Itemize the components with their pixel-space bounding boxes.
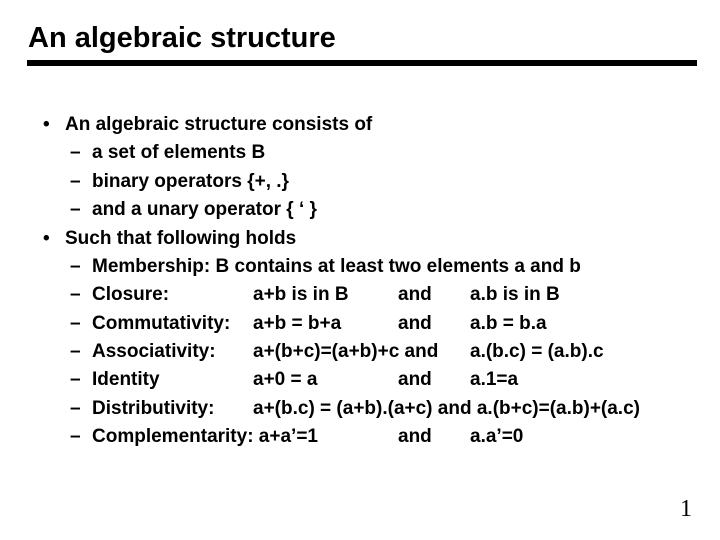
identity-expr1: a+0 = a <box>253 369 318 390</box>
line-identity <box>0 367 720 393</box>
slide-title: An algebraic structure <box>28 22 336 54</box>
title-underline <box>27 60 697 66</box>
dash-icon: – <box>70 256 81 277</box>
commutativity-expr1: a+b = b+a <box>253 313 342 334</box>
closure-conj: and <box>398 284 432 305</box>
dash-icon: – <box>70 142 81 163</box>
line-unary-operator <box>0 197 720 223</box>
line-associativity <box>0 339 720 365</box>
commutativity-conj: and <box>398 313 432 334</box>
unary-operator-text: and a unary operator { ‘ } <box>92 199 317 220</box>
line-membership <box>0 254 720 280</box>
line-complementarity <box>0 424 720 450</box>
binary-operators-text: binary operators {+, .} <box>92 171 289 192</box>
identity-label: Identity <box>92 369 160 390</box>
dash-icon: – <box>70 341 81 362</box>
complementarity-label: Complementarity: a+a’=1 <box>92 426 318 447</box>
line-closure <box>0 282 720 308</box>
distributivity-label: Distributivity: <box>92 398 215 419</box>
associativity-expr2: a.(b.c) = (a.b).c <box>470 341 604 362</box>
dash-icon: – <box>70 171 81 192</box>
line-distributivity <box>0 396 720 422</box>
line-commutativity <box>0 311 720 337</box>
dash-icon: – <box>70 426 81 447</box>
complementarity-expr2: a.a’=0 <box>470 426 524 447</box>
intro-text: An algebraic structure consists of <box>65 114 373 135</box>
page-number: 1 <box>680 496 692 522</box>
dash-icon: – <box>70 313 81 334</box>
set-elements-text: a set of elements B <box>92 142 266 163</box>
bullet-icon: • <box>43 228 50 249</box>
membership-text: Membership: B contains at least two elements a and b <box>92 256 581 277</box>
line-set-elements <box>0 140 720 166</box>
line-such-that <box>0 226 720 252</box>
closure-expr1: a+b is in B <box>253 284 349 305</box>
dash-icon: – <box>70 398 81 419</box>
commutativity-expr2: a.b = b.a <box>470 313 547 334</box>
such-that-text: Such that following holds <box>65 228 297 249</box>
dash-icon: – <box>70 199 81 220</box>
closure-label: Closure: <box>92 284 170 305</box>
line-intro <box>0 112 720 138</box>
commutativity-label: Commutativity: <box>92 313 231 334</box>
identity-expr2: a.1=a <box>470 369 519 390</box>
dash-icon: – <box>70 369 81 390</box>
bullet-icon: • <box>43 114 50 135</box>
identity-conj: and <box>398 369 432 390</box>
distributivity-expr1: a+(b.c) = (a+b).(a+c) and a.(b+c)=(a.b)+(a.c) <box>253 398 640 419</box>
associativity-expr1: a+(b+c)=(a+b)+c and <box>253 341 439 362</box>
closure-expr2: a.b is in B <box>470 284 560 305</box>
complementarity-conj: and <box>398 426 432 447</box>
dash-icon: – <box>70 284 81 305</box>
line-binary-operators <box>0 169 720 195</box>
associativity-label: Associativity: <box>92 341 216 362</box>
